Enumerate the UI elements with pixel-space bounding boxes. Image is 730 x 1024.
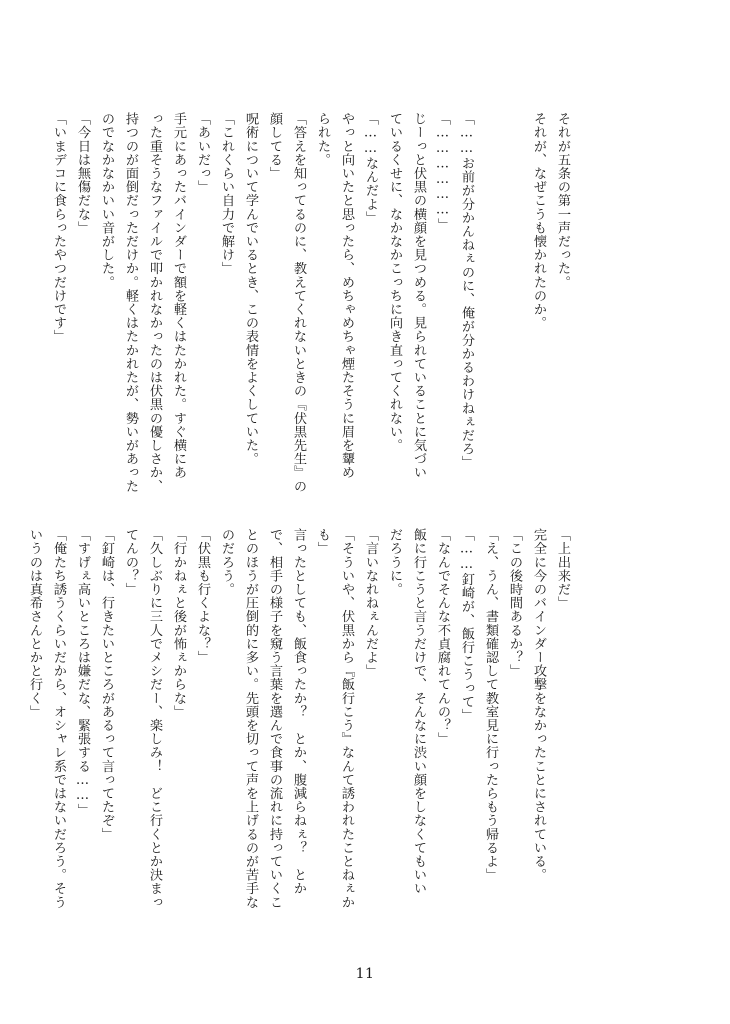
- blank-line: [478, 112, 502, 502]
- text-line: のだろう。: [219, 528, 234, 596]
- text-line: 顔してる」: [267, 112, 282, 180]
- text-line: 「答えを知ってるのに、教えてくれないときの『伏黒先生』の: [291, 112, 306, 493]
- text-line: 「行かねぇと後が怖ぇからな」: [171, 528, 186, 719]
- text-line: られた。: [315, 112, 330, 167]
- text-line: 呪術について学んでいるとき、この表情をよくしていた。: [243, 112, 258, 466]
- text-line: のでなかなかいい音がした。: [99, 112, 114, 289]
- text-line: 「この後時間あるか？」: [507, 528, 522, 678]
- text-line: った重そうなファイルで叩かれなかったのは伏黒の優しさか、: [147, 112, 162, 493]
- text-line: 「え、うん、書類確認して教室見に行ったらもう帰るよ」: [483, 528, 498, 882]
- text-line: 「いまデコに食らったやつだけです」: [51, 112, 66, 344]
- text-line: 「そういや、伏黒から『飯行こう』なんて誘われたことねぇか: [339, 528, 354, 909]
- text-line: それが五条の第一声だった。: [555, 112, 570, 289]
- text-line: 「上出来だ」: [555, 528, 570, 610]
- text-line: じーっと伏黒の横顔を見つめる。見られていることに気づい: [411, 112, 426, 480]
- text-line: ているくせに、なかなかこっちに向き直ってくれない。: [387, 112, 402, 452]
- text-line: 「……お前が分かんねぇのに、俺が分かるわけねぇだろ」: [459, 112, 474, 470]
- text-line: やっと向いたと思ったら、めちゃめちゃ煙たそうに眉を顰め: [339, 112, 354, 480]
- text-line: 「……なんだよ」: [363, 112, 378, 225]
- top-text-block: [46, 112, 574, 502]
- text-line: 「俺たち誘うくらいだから、オシャレ系ではないだろう。そう: [51, 528, 66, 909]
- text-line: だろうに。: [387, 528, 402, 596]
- text-line: いうのは真希さんとかと行く」: [27, 528, 42, 719]
- text-line: 「伏黒も行くよな？」: [195, 528, 210, 664]
- text-line: も」: [315, 528, 330, 556]
- text-line: 「あいだっ」: [195, 112, 210, 194]
- text-line: で、相手の様子を窺う言葉を選んで食事の流れに持っていくこ: [267, 528, 282, 909]
- text-line: てんの？」: [123, 528, 138, 596]
- bottom-text-block: [22, 528, 574, 928]
- text-line: 完全に今のバインダー攻撃をなかったことにされている。: [531, 528, 546, 882]
- text-line: 「釘崎は、行きたいところがあるって言ってたぞ」: [99, 528, 114, 841]
- text-line: 「これくらい自力で解け」: [219, 112, 234, 276]
- text-line: 「すげぇ高いところは嫌だな、緊張する……」: [75, 528, 90, 818]
- text-line: 「……釘崎が、飯行こうって」: [459, 528, 474, 722]
- page-number: 11: [355, 966, 375, 982]
- text-line: 「久しぶりに三人でメシだー、楽しみ！ どこ行くとか決まっ: [147, 528, 162, 909]
- text-line: それが、なぜこうも懐かれたのか。: [531, 112, 546, 330]
- text-line: 「言いなれねぇんだよ」: [363, 528, 378, 678]
- text-line: 「………………」: [435, 112, 450, 232]
- text-line: 「今日は無傷だな」: [75, 112, 90, 235]
- text-line: 手元にあったバインダーで額を軽くはたかれた。すぐ横にあ: [171, 112, 186, 480]
- text-line: 「なんでそんな不貞腐れてんの？」: [435, 528, 450, 746]
- text-line: 持つのが面倒だっただけか。軽くはたかれたが、勢いがあった: [123, 112, 138, 493]
- blank-line: [502, 112, 526, 502]
- text-line: 飯に行こうと言うだけで、そんなに渋い顔をしなくてもいい: [411, 528, 426, 896]
- text-line: とのほうが圧倒的に多い。先頭を切って声を上げるのが苦手な: [243, 528, 258, 909]
- text-line: 言ったとしても、飯食ったか？ とか、腹減らねぇ？ とか: [291, 528, 306, 896]
